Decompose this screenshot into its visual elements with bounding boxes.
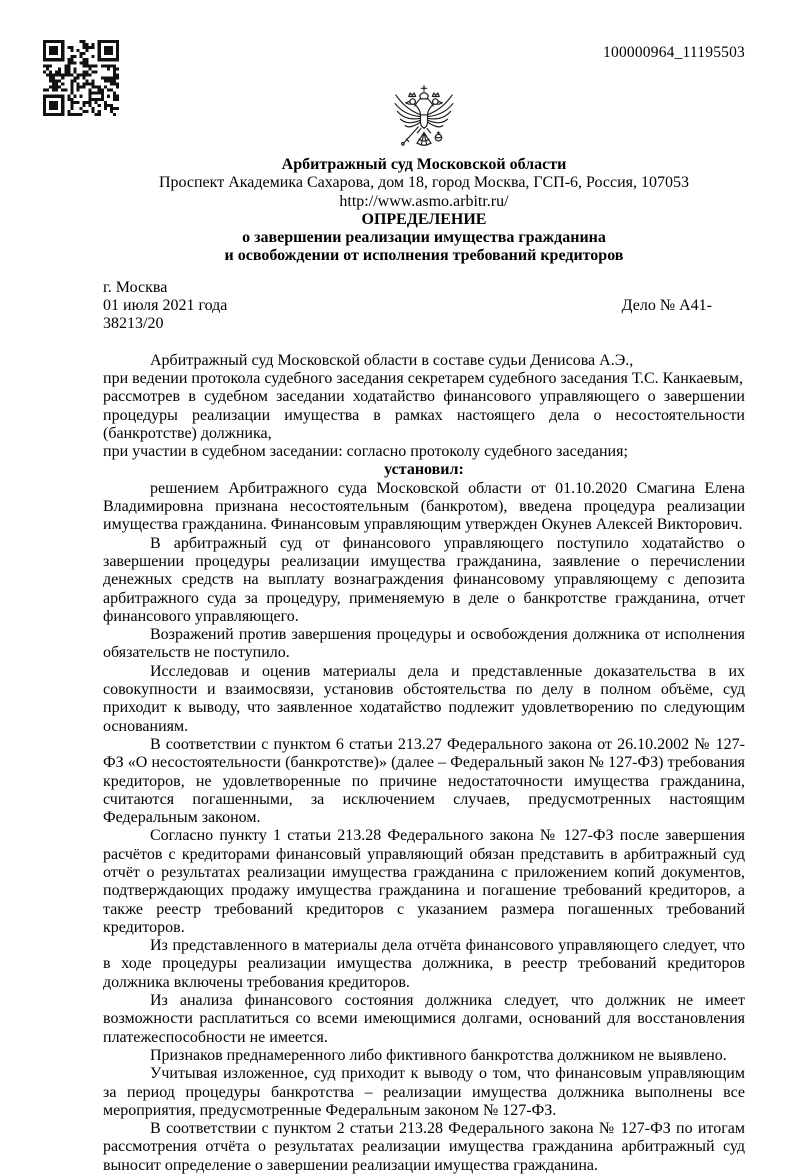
body-paragraph: Учитывая изложенное, суд приходит к выводу о том, что финансовым управляющим за период процедуры банкротства – реализации имущества должника выполнены все мероприятия, предусмотренные Федеральным законом № 127-ФЗ. <box>103 1065 745 1119</box>
body-paragraph: Согласно пункту 1 статьи 213.28 Федерального закона № 127-ФЗ после завершения расчётов с кредиторами финансовый управляющий обязан представить в арбитражный суд отчёт о результатах реализации имущества гражданина с приложением копий документов, подтверждающих продажу имущества гражданина и погашение требований кредиторов, а также реестр требований кредиторов с указанием размера погашенных требований кредиторов. <box>103 827 745 936</box>
intro-line: при ведении протокола судебного заседания секретарем судебного заседания Т.С. Канкаевым, <box>103 369 743 387</box>
document-title: ОПРЕДЕЛЕНИЕ <box>361 210 487 228</box>
body-paragraph: Возражений против завершения процедуры и освобождения должника от исполнения обязательств не поступило. <box>103 626 745 662</box>
case-number-label: Дело № А41- <box>621 297 712 315</box>
case-number-tail: 38213/20 <box>103 315 164 333</box>
body-paragraph: В арбитражный суд от финансового управляющего поступило ходатайство о завершении процедуры реализации имущества гражданина, заявление о перечислении денежных средств на выплату вознаграждения финансовому управляющему с депозита арбитражного суда за процедуру, применяемую в деле о банкротстве гражданина, отчет финансового управляющего. <box>103 534 745 625</box>
court-website: http://www.asmo.arbitr.ru/ <box>339 192 509 210</box>
city: г. Москва <box>103 278 168 296</box>
document-body <box>103 352 745 1175</box>
document-subtitle-line2: и освобождении от исполнения требований кредиторов <box>224 247 624 265</box>
court-name: Арбитражный суд Московской области <box>281 156 567 173</box>
document-subtitle-line1: о завершении реализации имущества гражданина <box>242 229 606 247</box>
document-number: 100000964_11195503 <box>603 44 745 61</box>
body-paragraph: Исследовав и оценив материалы дела и представленные доказательства в их совокупности и взаимосвязи, установив обстоятельства по делу в полном объёме, суд приходит к выводу, что заявленное ходатайство подлежит удовлетворению по следующим основаниям. <box>103 662 745 735</box>
body-paragraph: В соответствии с пунктом 6 статьи 213.27 Федерального закона от 26.10.2002 № 127-ФЗ «О несостоятельности (банкротстве)» (далее – Федеральный закон № 127-ФЗ) требования кредиторов, не удовлетворенные по причине недостаточности имущества гражданина, считаются погашенными, за исключением случаев, предусмотренных настоящим Федеральным законом. <box>103 735 745 827</box>
body-paragraph: Из представленного в материалы дела отчёта финансового управляющего следует, что в ходе процедуры реализации имущества должника, в реестр требований кредиторов должника включены требования кредиторов. <box>103 937 745 991</box>
emblem-container <box>103 84 745 156</box>
letterhead <box>103 156 745 266</box>
intro-line: при участии в судебном заседании: согласно протоколу судебного заседания; <box>103 443 628 461</box>
body-paragraph: Признаков преднамеренного либо фиктивного банкротства должником не выявлено. <box>150 1046 727 1064</box>
body-paragraph: В соответствии с пунктом 2 статьи 213.28 Федерального закона № 127-ФЗ по итогам рассмотрения отчёта о результатах реализации имущества гражданина арбитражный суд выносит определение о завершении реализации имущества гражданина. <box>103 1120 745 1174</box>
case-info-block <box>103 279 745 334</box>
intro-line: рассмотрев в судебном заседании ходатайство финансового управляющего о завершении процедуры реализации имущества в рамках настоящего дела о несостоятельности (банкротстве) должника, <box>103 388 745 442</box>
ruling-word: установил: <box>384 461 464 479</box>
double-headed-eagle-icon <box>384 84 464 156</box>
court-address: Проспект Академика Сахарова, дом 18, город Москва, ГСП-6, Россия, 107053 <box>158 174 690 192</box>
hearing-date: 01 июля 2021 года <box>103 297 228 315</box>
document-content <box>103 0 745 1175</box>
intro-line: Арбитражный суд Московской области в составе судьи Денисова А.Э., <box>150 351 634 369</box>
body-paragraph: решением Арбитражного суда Московской области от 01.10.2020 Смагина Елена Владимировна признана несостоятельным (банкротом), введена процедура реализации имущества гражданина. Финансовым управляющим утвержден Окунев Алексей Викторович. <box>103 479 745 534</box>
body-paragraph: Из анализа финансового состояния должника следует, что должник не имеет возможности расплатиться со всеми имеющимися долгами, оснований для восстановления платежеспособности не имеется. <box>103 992 745 1046</box>
